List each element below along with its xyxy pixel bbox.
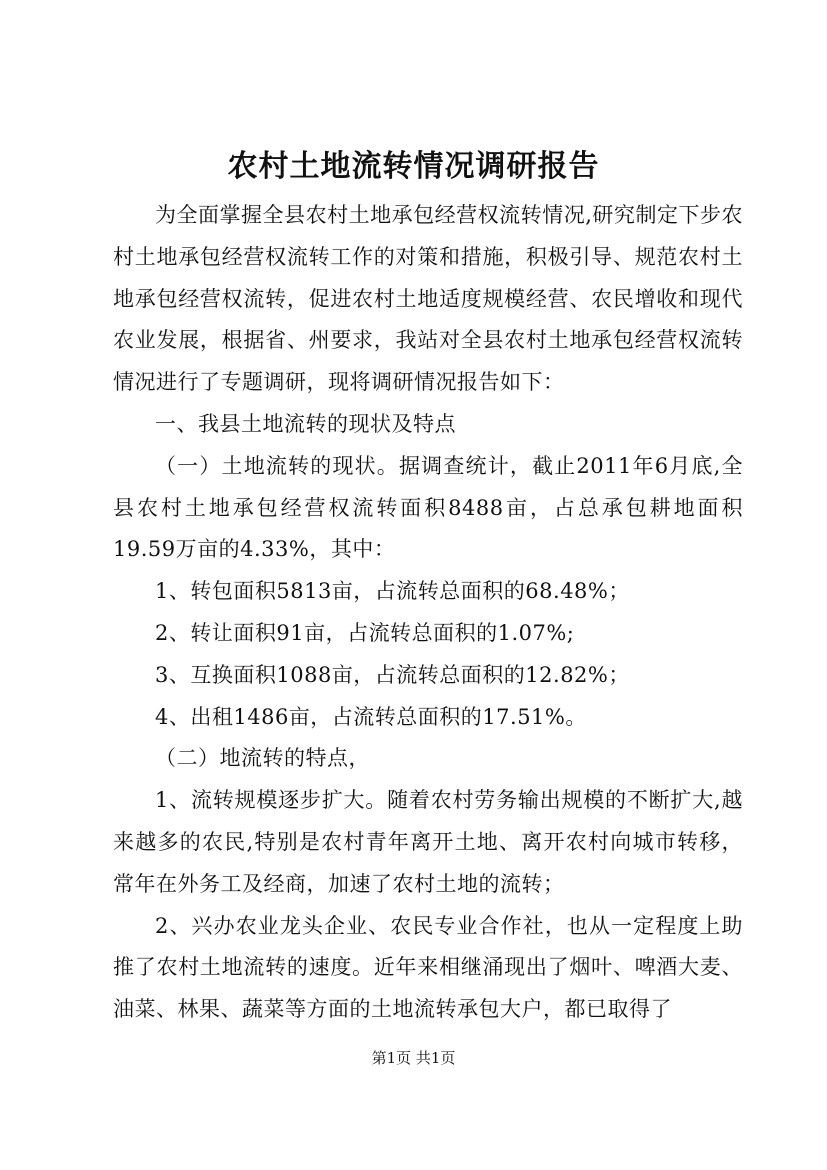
list-item-exchange: 3、互换面积1088亩，占流转总面积的12.82%； (155, 662, 630, 687)
page-footer: 第1页 共1页 (371, 1049, 456, 1067)
document-body (113, 195, 743, 1031)
list-item-sublease: 1、转包面积5813亩，占流转总面积的68.48%； (155, 579, 630, 604)
paragraph-status: （一）土地流转的现状。据调查统计，截止2011年6月底,全县农村土地承包经营权流转面积8488亩，占总承包耕地面积19.59万亩的4.33%，其中： (113, 453, 743, 562)
subsection-heading-features: （二）地流转的特点， (155, 746, 370, 771)
paragraph-intro: 为全面掌握全县农村土地承包经营权流转情况,研究制定下步农村土地承包经营权流转工作的对策和措施，积极引导、规范农村土地承包经营权流转，促进农村土地适度规模经营、农民增收和现代农业发展，根据省、州要求，我站对全县农村土地承包经营权流转情况进行了专题调研，现将调研情况报告如下： (113, 203, 743, 395)
section-heading-1: 一、我县土地流转的现状及特点 (155, 411, 456, 436)
document-title: 农村土地流转情况调研报告 (227, 149, 600, 184)
list-item-transfer: 2、转让面积91亩，占流转总面积的1.07%; (155, 620, 575, 645)
list-item-lease: 4、出租1486亩，占流转总面积的17.51%。 (155, 704, 587, 729)
paragraph-feature-1: 1、流转规模逐步扩大。随着农村劳务输出规模的不断扩大,越来越多的农民,特别是农村青年离开土地、离开农村向城市转移，常年在外务工及经商，加速了农村土地的流转； (113, 788, 743, 896)
paragraph-feature-2: 2、兴办农业龙头企业、农民专业合作社，也从一定程度上助推了农村土地流转的速度。近年来相继涌现出了烟叶、啤酒大麦、油菜、林果、蔬菜等方面的土地流转承包大户，都已取得了 (113, 913, 743, 1022)
